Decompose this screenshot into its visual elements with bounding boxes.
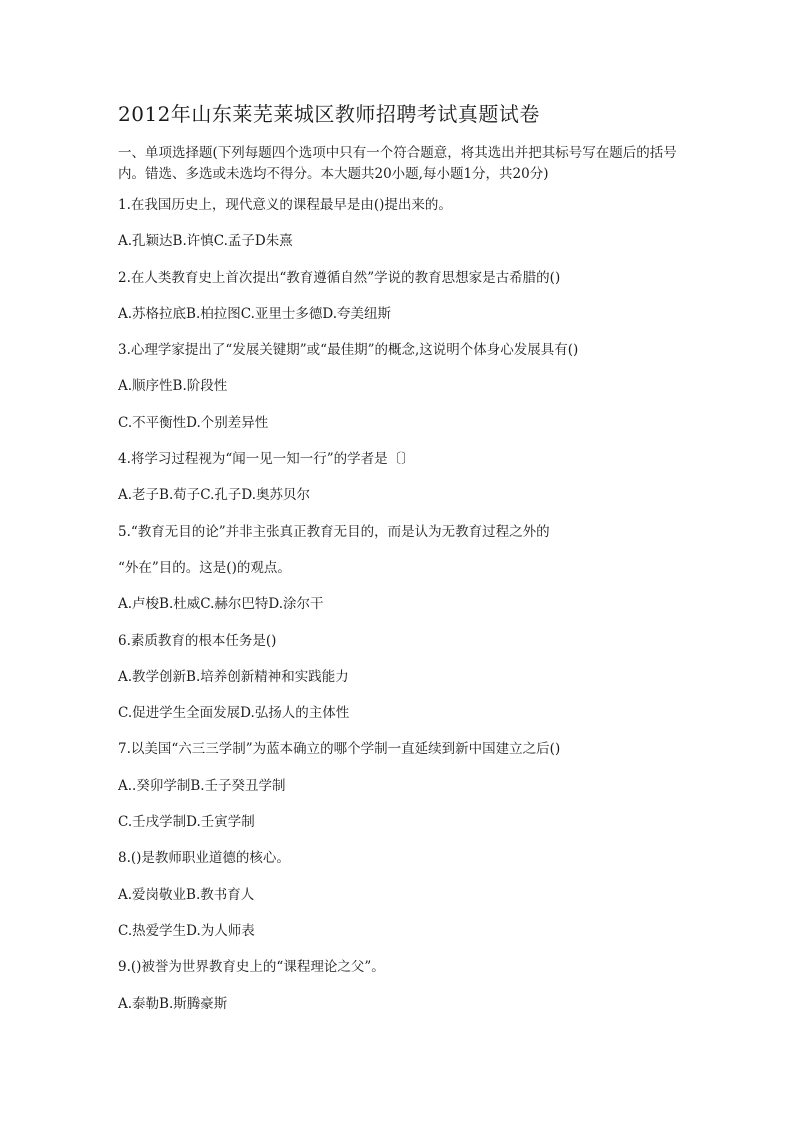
document-title: 2012年山东莱芜莱城区教师招聘考试真题试卷 xyxy=(118,102,540,126)
question-8-options-ab: A.爱岗敬业B.教书育人 xyxy=(118,886,255,903)
question-5-text-continued: “外在”目的。这是()的观点。 xyxy=(118,559,291,576)
question-6-options-ab: A.教学创新B.培养创新精神和实践能力 xyxy=(118,668,349,685)
question-7-options-ab: A..癸卯学制B.壬子癸丑学制 xyxy=(118,777,286,794)
question-3-options-cd: C.不平衡性D.个别差异性 xyxy=(118,414,269,431)
question-4-text: 4.将学习过程视为“闻一见一知一行”的学者是〔〕 xyxy=(118,451,415,468)
question-5-options: A.卢梭B.杜威C.赫尔巴特D.涂尔干 xyxy=(118,596,324,613)
question-4-options: A.老子B.荀子C.孔子D.奥苏贝尔 xyxy=(118,487,311,504)
question-7-options-cd: C.壬戌学制D.壬寅学制 xyxy=(118,814,255,831)
question-9-options-ab: A.泰勒B.斯腾豪斯 xyxy=(118,995,228,1012)
section-intro: 一、单项选择题(下列每题四个选项中只有一个符合题意，将其选出并把其标号写在题后的括号内。错选、多选或未选均不得分。本大题共20小题,每小题1分，共20分) xyxy=(118,145,677,182)
question-1-options: A.孔颖达B.许慎C.孟子D朱熹 xyxy=(118,233,293,250)
question-6-text: 6.素质教育的根本任务是() xyxy=(118,632,277,649)
question-8-text: 8.()是教师职业道德的核心。 xyxy=(118,850,290,867)
question-9-text: 9.()被誉为世界教育史上的“课程理论之父”。 xyxy=(118,959,385,976)
question-5-text: 5.“教育无目的论”并非主张真正教育无目的，而是认为无教育过程之外的 xyxy=(118,523,550,540)
question-6-options-cd: C.促进学生全面发展D.弘扬人的主体性 xyxy=(118,705,350,722)
question-8-options-cd: C.热爱学生D.为人师表 xyxy=(118,922,255,939)
question-3-text: 3.心理学家提出了“发展关键期”或“最佳期”的概念,这说明个体身心发展具有() xyxy=(118,342,579,359)
question-7-text: 7.以美国“六三三学制”为蓝本确立的哪个学制一直延续到新中国建立之后() xyxy=(118,741,561,758)
question-2-options: A.苏格拉底B.柏拉图C.亚里士多德D.夸美纽斯 xyxy=(118,305,392,322)
question-1-text: 1.在我国历史上，现代意义的课程最早是由()提出来的。 xyxy=(118,197,452,213)
question-3-options-ab: A.顺序性B.阶段性 xyxy=(118,378,228,395)
question-2-text: 2.在人类教育史上首次提出“教育遵循自然”学说的教育思想家是古希腊的() xyxy=(118,269,561,286)
question-list xyxy=(118,195,678,1030)
